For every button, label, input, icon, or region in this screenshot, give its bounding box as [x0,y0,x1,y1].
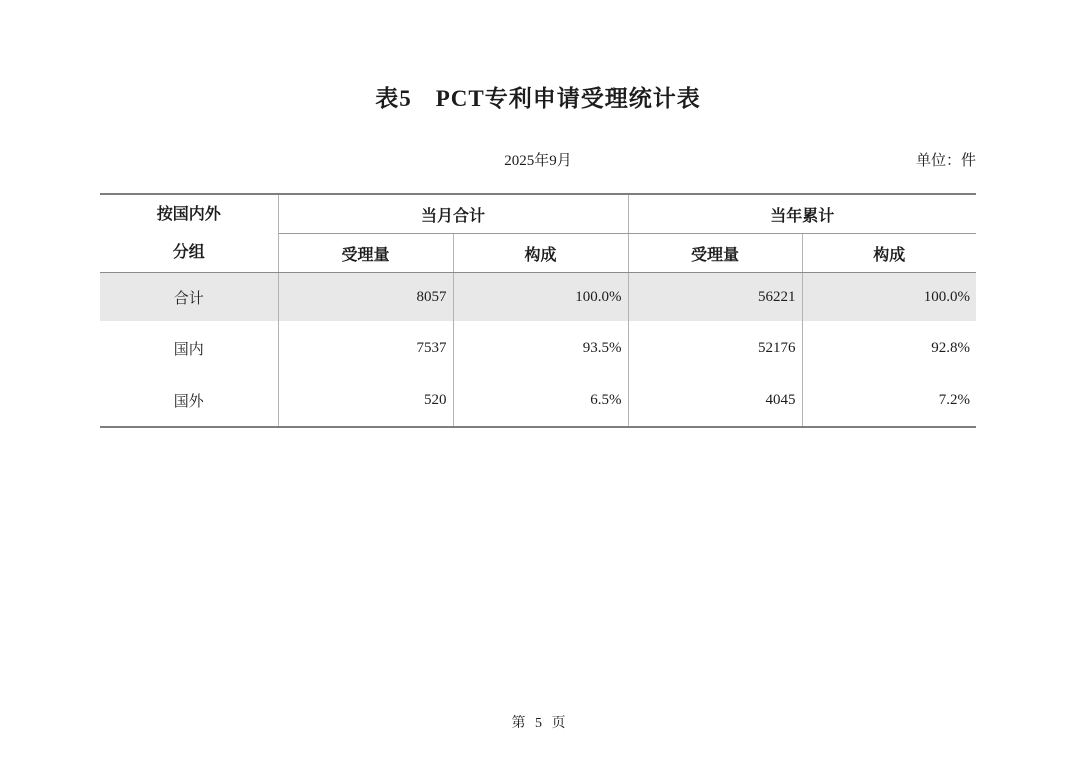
report-period: 2025年9月 [504,153,572,169]
cell-monthly-share: 93.5% [453,321,628,375]
col-header-monthly-total: 当月合计 [278,194,628,234]
col-header-monthly-composition: 构成 [453,234,628,273]
cell-monthly-share: 100.0% [453,273,628,322]
col-header-group-line2: 分组 [172,243,205,261]
pct-statistics-table [100,193,976,428]
cell-yearly-volume: 52176 [628,321,802,375]
row-label: 国外 [173,394,204,410]
cell-yearly-share: 92.8% [802,321,976,375]
cell-yearly-share: 100.0% [802,273,976,322]
cell-yearly-volume: 4045 [628,375,802,427]
header-group-row [100,194,976,234]
cell-monthly-share: 6.5% [453,375,628,427]
table-row-foreign [100,375,976,427]
cell-monthly-volume: 520 [278,375,453,427]
col-header-group [100,194,278,273]
col-header-yearly-cumulative: 当年累计 [628,194,976,234]
col-header-yearly-composition: 构成 [802,234,976,273]
col-header-monthly-accepted: 受理量 [278,234,453,273]
cell-monthly-volume: 8057 [278,273,453,322]
page-number: 第 5 页 [511,716,569,731]
row-label: 合计 [100,273,278,322]
col-header-yearly-accepted: 受理量 [628,234,802,273]
cell-monthly-volume: 7537 [278,321,453,375]
col-header-group-line1: 按国内外 [156,205,221,223]
cell-yearly-volume: 56221 [628,273,802,322]
table-row-total [100,273,976,322]
table-row-domestic [100,321,976,375]
row-label: 国内 [173,341,204,358]
unit-label: 单位：件 [915,153,976,169]
table-title: 表5 PCT专利申请受理统计表 [375,86,701,111]
cell-yearly-share: 7.2% [802,375,976,427]
